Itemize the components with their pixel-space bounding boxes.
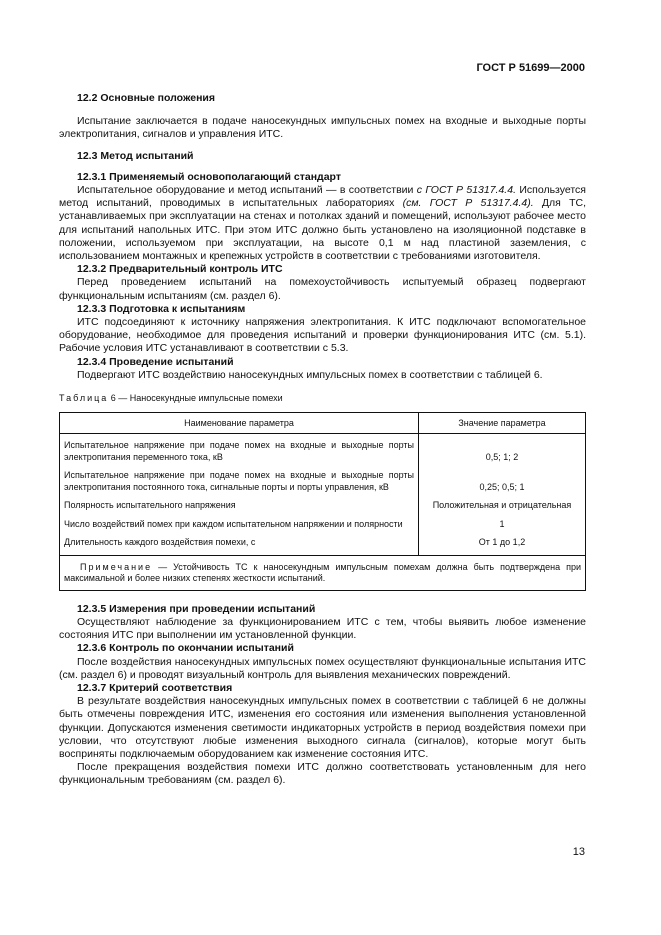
section-12-3-7-text-2: После прекращения воздействия помехи ИТС должно соответствовать установленным для него функциональным требованиям (см. раздел 6). (59, 761, 586, 787)
table-row (60, 466, 586, 496)
gost-reference-link-1: с ГОСТ Р 51317.4.4. (416, 184, 516, 197)
table-row (60, 496, 586, 515)
section-12-3-4-title: 12.3.4 Проведение испытаний (77, 355, 234, 368)
table-cell-value: 1 (419, 515, 586, 534)
table-cell-parameter: Полярность испытательного напряжения (60, 496, 419, 515)
section-12-3-1-text-c: Для ТС, устанавливаемых при эксплуатации на стенах и потолках зданий и помещений, используют рабочее место для испытаний напольных ИТС. При этом ИТС должно быть установлено на изоляционной подставке в положении, используемом при эксплуатации, на высоте 0,1 м над пластиной заземления, с использованием монтажных и крепежных устройств в соответствии с требованиями изготовителя. (59, 197, 586, 263)
section-12-3-1-text-a: Испытательное оборудование и метод испытаний — в соответствии (77, 184, 417, 197)
section-12-3-1-text (59, 184, 586, 263)
section-12-3-7-text-1: В результате воздействия наносекундных импульсных помех в соответствии с таблицей 6 не должны быть отмечены повреждения ИТС, изменения его состояния или изменения выполнения установленной функции. Допускаются изменения светимости индикаторных устройств в период воздействия помехи при условии, что отсутствуют любые изменения выходного сигнала (сигналов), которые могут быть восприняты подключаемым оборудованием как изменение состояния ИТС. (59, 695, 586, 760)
section-12-3-1-text-b: Используется метод испытаний, проводимых в испытательных лабораториях (59, 184, 586, 210)
section-12-2-text: Испытание заключается в подаче наносекундных импульсных помех на входные и выходные порты электропитания, сигналов и управления ИТС. (59, 115, 586, 141)
section-12-3-2-text: Перед проведением испытаний на помехоустойчивость испытуемый образец подвергают функциональным испытаниям (см. раздел 6). (59, 276, 586, 302)
table-cell-value: 0,25; 0,5; 1 (419, 466, 586, 496)
table-6-caption (59, 392, 586, 405)
section-12-3-3-title: 12.3.3 Подготовка к испытаниям (77, 302, 246, 315)
section-12-2-title: 12.2 Основные положения (77, 92, 216, 104)
table-note (60, 555, 586, 590)
section-12-3-3-text: ИТС подсоединяют к источнику напряжения электропитания. К ИТС подключают вспомогательное оборудование, необходимое для проведения испытаний и проверки функционирования ИТС (см. 5.1). Рабочие условия ИТС устанавливают в соответствии с 5.3. (59, 316, 586, 355)
section-12-3-6-text: После воздействия наносекундных импульсных помех осуществляют функциональные испытания ИТС (см. раздел 6) и проводят визуальный контроль для выявления механических повреждений. (59, 655, 586, 681)
gost-reference-link-2: (см. ГОСТ Р 51317.4.4). (402, 197, 534, 210)
section-12-3-1-title: 12.3.1 Применяемый основополагающий стандарт (77, 170, 341, 183)
table-note-row (60, 555, 586, 590)
table-cell-value: От 1 до 1,2 (419, 533, 586, 555)
table-cell-parameter: Длительность каждого воздействия помехи, с (60, 533, 419, 555)
section-12-3-7-title: 12.3.7 Критерий соответствия (77, 681, 233, 694)
table-note-text: — Устойчивость ТС к наносекундным импульсным помехам должна быть подтверждена при максимальной и более низких степенях жесткости испытаний. (64, 561, 581, 584)
section-12-3-title: 12.3 Метод испытаний (77, 149, 194, 162)
table-note-label: Примечание (80, 561, 153, 572)
section-12-3-5-text: Осуществляют наблюдение за функционированием ИТС с тем, чтобы выявить любое изменение состояния ИТС при выполнении им установленной функции. (59, 615, 586, 642)
table-header-row (60, 413, 586, 434)
section-12-3-2-title: 12.3.2 Предварительный контроль ИТС (77, 263, 283, 276)
table-cell-parameter: Испытательное напряжение при подаче помех на входные и выходные порты электропитания переменного тока, кВ (60, 434, 419, 467)
document-standard-header: ГОСТ Р 51699—2000 (476, 62, 585, 74)
table-row (60, 434, 586, 467)
table-row (60, 515, 586, 534)
table-cell-parameter: Число воздействий помех при каждом испытательном напряжении и полярности (60, 515, 419, 534)
table-cell-parameter: Испытательное напряжение при подаче помех на входные и выходные порты электропитания постоянного тока, сигнальные порты и порты управления, кВ (60, 466, 419, 496)
table-6 (59, 412, 586, 591)
table-cell-value: 0,5; 1; 2 (419, 434, 586, 467)
table-header-parameter: Наименование параметра (60, 413, 419, 434)
section-12-3-6-title: 12.3.6 Контроль по окончании испытаний (77, 642, 294, 655)
table-row (60, 533, 586, 555)
table-header-value: Значение параметра (419, 413, 586, 434)
page-number: 13 (572, 846, 585, 858)
table-6-caption-label: Таблица (59, 393, 109, 404)
table-6-caption-title: 6 — Наносекундные импульсные помехи (108, 393, 283, 404)
page-body (59, 92, 586, 788)
table-cell-value: Положительная и отрицательная (419, 496, 586, 515)
section-12-3-5-title: 12.3.5 Измерения при проведении испытаний (77, 602, 316, 615)
section-12-3-4-text: Подвергают ИТС воздействию наносекундных импульсных помех в соответствии с таблицей 6. (77, 368, 543, 381)
